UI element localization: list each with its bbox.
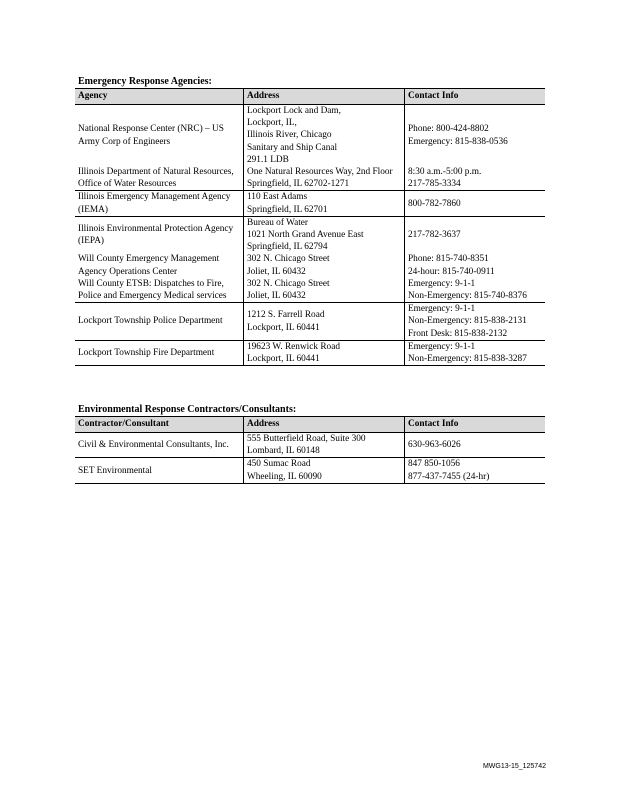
agency-name: Illinois Emergency Management Agency (IEMA) [75, 191, 244, 216]
agencies-table [75, 88, 545, 366]
table-header-row [75, 89, 545, 105]
contractor-address: 555 Butterfield Road, Suite 300 Lombard, IL 60148 [244, 433, 405, 458]
table-row [75, 191, 545, 216]
table-row [75, 458, 545, 483]
contractor-name: Civil & Environmental Consultants, Inc. [75, 433, 244, 458]
agency-address: 1212 S. Farrell Road Lockport, IL 60441 [244, 303, 405, 341]
agency-name: Illinois Department of Natural Resources, Office of Water Resources [75, 166, 244, 191]
table-row [75, 303, 545, 341]
table-row [75, 253, 545, 277]
contractor-contact: 630-963-6026 [405, 433, 546, 458]
column-header-contact: Contact Info [405, 417, 546, 433]
agency-address: Bureau of Water 1021 North Grand Avenue East Springfield, IL 62794 [244, 216, 405, 253]
table-row [75, 105, 545, 167]
agency-name: Will County ETSB: Dispatches to Fire, Police and Emergency Medical services [75, 278, 244, 303]
table-row [75, 166, 545, 191]
agency-name: National Response Center (NRC) – US Army Corp of Engineers [78, 124, 224, 147]
table-header-row [75, 417, 545, 433]
contractor-name: SET Environmental [75, 458, 244, 483]
agency-address: 302 N. Chicago Street Joliet, IL 60432 [244, 253, 405, 277]
agency-name: Will County Emergency Management Agency Operations Center [78, 254, 220, 277]
contractors-table [75, 416, 545, 484]
agency-contact: Emergency: 9-1-1 Non-Emergency: 815-740-8376 [405, 278, 546, 303]
contractor-address: 450 Sumac Road Wheeling, IL 60090 [244, 458, 405, 483]
agency-address: One Natural Resources Way, 2nd Floor Springfield, IL 62702-1271 [244, 166, 405, 191]
agency-contact: Emergency: 9-1-1 Non-Emergency: 815-838-2131 Front Desk: 815-838-2132 [405, 303, 546, 341]
agency-address: 302 N. Chicago Street Joliet, IL 60432 [244, 278, 405, 303]
agency-name: Illinois Environmental Protection Agency (IEPA) [78, 223, 234, 247]
column-header-agency: Agency [75, 89, 244, 105]
agency-address: 19623 W. Renwick Road Lockport, IL 60441 [244, 340, 405, 365]
agency-name: Lockport Township Fire Department [75, 340, 244, 365]
agency-address: Lockport Lock and Dam, Lockport, IL, Illinois River, Chicago Sanitary and Ship Canal 291.1 LDB [244, 105, 405, 167]
agency-contact: Phone: 815-740-8351 24-hour: 815-740-0911 [405, 253, 546, 277]
table-row [75, 278, 545, 303]
agencies-section-title: Emergency Response Agencies: [78, 76, 212, 87]
agency-contact: 800-782-7860 [405, 191, 546, 216]
agency-contact: Emergency: 9-1-1 Non-Emergency: 815-838-3287 [405, 340, 546, 365]
contractor-contact: 847 850-1056 877-437-7455 (24-hr) [405, 458, 546, 483]
agency-name: Lockport Township Police Department [75, 303, 244, 341]
agency-contact: 8:30 a.m.-5:00 p.m. 217-785-3334 [405, 166, 546, 191]
agency-contact: Phone: 800-424-8802 Emergency: 815-838-0536 [405, 105, 546, 167]
column-header-address: Address [244, 417, 405, 433]
agency-contact: 217-782-3637 [405, 216, 546, 253]
table-row [75, 340, 545, 365]
agency-address: 110 East Adams Springfield, IL 62701 [244, 191, 405, 216]
contractors-section-title: Environmental Response Contractors/Consultants: [78, 404, 297, 415]
column-header-contractor: Contractor/Consultant [75, 417, 244, 433]
table-row [75, 433, 545, 458]
column-header-contact: Contact Info [405, 89, 546, 105]
column-header-address: Address [244, 89, 405, 105]
table-row [75, 216, 545, 253]
document-id: MWG13-15_125742 [482, 763, 546, 770]
